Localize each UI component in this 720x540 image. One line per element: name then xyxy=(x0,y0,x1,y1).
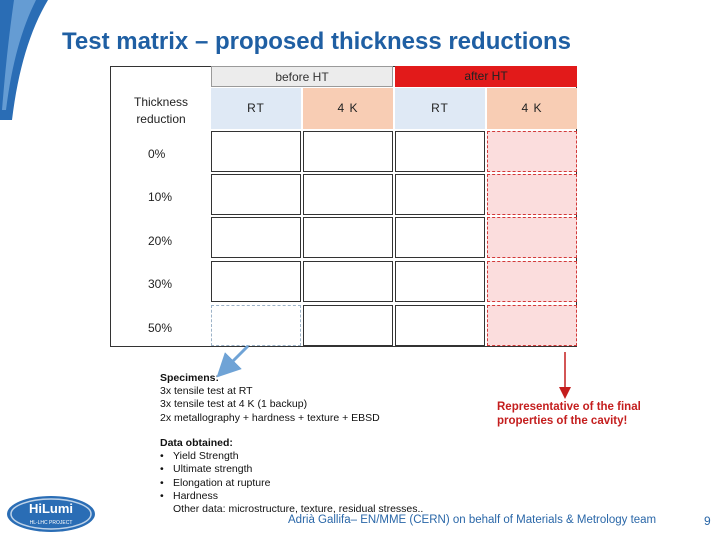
row-label-30: 30% xyxy=(148,277,173,291)
svg-text:HiLumi: HiLumi xyxy=(28,501,74,516)
header-before-ht: before HT xyxy=(211,66,393,87)
specimen-line: 3x tensile test at 4 K (1 backup) xyxy=(160,398,308,411)
row-label-20: 20% xyxy=(148,234,173,248)
column-rt-before: RT xyxy=(211,88,301,129)
column-4k-after: 4 K xyxy=(487,88,577,129)
specimen-line: 2x metallography + hardness + texture + EBSD xyxy=(160,411,380,424)
svg-text:HL-LHC PROJECT: HL-LHC PROJECT xyxy=(29,520,73,526)
column-4k-before: 4 K xyxy=(303,88,393,129)
bullet-item: • Yield Strength xyxy=(160,450,239,463)
bullet-item: • Ultimate strength xyxy=(160,463,253,476)
representative-note: Representative of the final properties of the cavity! xyxy=(497,401,641,427)
hilumi-logo xyxy=(6,494,96,534)
specimen-line: 3x tensile test at RT xyxy=(160,385,253,398)
row-label-0: 0% xyxy=(148,147,166,161)
blue-arrow xyxy=(225,346,248,369)
specimens-heading: Specimens: xyxy=(160,372,219,384)
data-obtained-heading: Data obtained: xyxy=(160,437,233,449)
row-label-50: 50% xyxy=(148,321,173,335)
slide-title: Test matrix – proposed thickness reductions xyxy=(62,28,572,55)
other-data-line: Other data: microstructure, texture, residual stresses.. xyxy=(173,503,424,516)
column-rt-after: RT xyxy=(395,88,485,129)
row-label-10: 10% xyxy=(148,190,173,204)
bullet-item: • Elongation at rupture xyxy=(160,476,271,489)
page-number: 9 xyxy=(704,514,711,528)
header-after-ht: after HT xyxy=(395,66,577,87)
thickness-reduction-header: Thickness reduction xyxy=(133,95,189,126)
footer-credit: Adrià Gallifa– EN/MME (CERN) on behalf of Materials & Metrology team xyxy=(288,514,657,526)
bullet-item: • Hardness xyxy=(160,489,218,502)
